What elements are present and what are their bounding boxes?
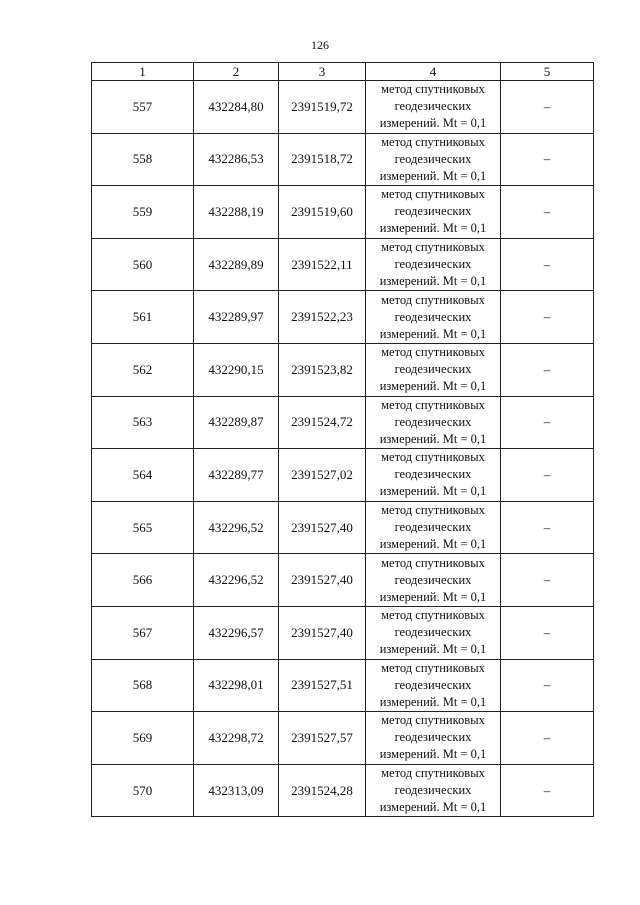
- method-cell: [366, 81, 501, 134]
- x-coordinate-cell: 432289,87: [194, 396, 279, 449]
- note-cell: –: [501, 764, 594, 817]
- column-header-5: 5: [501, 63, 594, 81]
- method-line-2: геодезических: [394, 572, 472, 587]
- method-line-1: метод спутниковых: [381, 187, 485, 202]
- method-line-3: измерений. Mt = 0,1: [379, 274, 487, 289]
- point-number-cell: 564: [92, 449, 194, 502]
- method-cell: [366, 712, 501, 765]
- table-row: [92, 186, 594, 239]
- y-coordinate-cell: 2391523,82: [279, 343, 366, 396]
- x-coordinate-cell: 432284,80: [194, 81, 279, 134]
- method-line-2: геодезических: [394, 783, 472, 798]
- method-line-2: геодезических: [394, 151, 472, 166]
- table-row: [92, 712, 594, 765]
- method-line-2: геодезических: [394, 625, 472, 640]
- method-cell: [366, 238, 501, 291]
- table-row: [92, 343, 594, 396]
- method-cell: [366, 501, 501, 554]
- coordinates-table: [91, 62, 594, 817]
- method-line-3: измерений. Mt = 0,1: [379, 642, 487, 657]
- point-number-cell: 566: [92, 554, 194, 607]
- method-line-3: измерений. Mt = 0,1: [379, 800, 487, 815]
- y-coordinate-cell: 2391527,57: [279, 712, 366, 765]
- note-cell: –: [501, 449, 594, 502]
- method-line-2: геодезических: [394, 257, 472, 272]
- header-row: [92, 63, 594, 81]
- method-line-1: метод спутниковых: [381, 503, 485, 518]
- method-line-3: измерений. Mt = 0,1: [379, 537, 487, 552]
- note-cell: –: [501, 554, 594, 607]
- method-line-3: измерений. Mt = 0,1: [379, 221, 487, 236]
- y-coordinate-cell: 2391524,72: [279, 396, 366, 449]
- method-line-3: измерений. Mt = 0,1: [379, 694, 487, 709]
- table-row: [92, 396, 594, 449]
- column-header-1: 1: [92, 63, 194, 81]
- note-cell: –: [501, 238, 594, 291]
- y-coordinate-cell: 2391518,72: [279, 133, 366, 186]
- note-cell: –: [501, 501, 594, 554]
- point-number-cell: 568: [92, 659, 194, 712]
- method-cell: [366, 396, 501, 449]
- method-line-3: измерений. Mt = 0,1: [379, 431, 487, 446]
- method-cell: [366, 291, 501, 344]
- method-line-1: метод спутниковых: [381, 608, 485, 623]
- page-number: 126: [311, 38, 329, 52]
- method-line-2: геодезических: [394, 362, 472, 377]
- y-coordinate-cell: 2391524,28: [279, 764, 366, 817]
- note-cell: –: [501, 396, 594, 449]
- table-row: [92, 501, 594, 554]
- table-row: [92, 554, 594, 607]
- y-coordinate-cell: 2391519,72: [279, 81, 366, 134]
- table-row: [92, 449, 594, 502]
- column-header-3: 3: [279, 63, 366, 81]
- x-coordinate-cell: 432298,72: [194, 712, 279, 765]
- note-cell: –: [501, 712, 594, 765]
- method-line-3: измерений. Mt = 0,1: [379, 326, 487, 341]
- method-cell: [366, 133, 501, 186]
- method-line-1: метод спутниковых: [381, 450, 485, 465]
- note-cell: –: [501, 659, 594, 712]
- point-number-cell: 558: [92, 133, 194, 186]
- method-line-1: метод спутниковых: [381, 292, 485, 307]
- method-line-2: геодезических: [394, 730, 472, 745]
- method-cell: [366, 449, 501, 502]
- y-coordinate-cell: 2391519,60: [279, 186, 366, 239]
- x-coordinate-cell: 432286,53: [194, 133, 279, 186]
- point-number-cell: 565: [92, 501, 194, 554]
- method-line-3: измерений. Mt = 0,1: [379, 484, 487, 499]
- method-cell: [366, 554, 501, 607]
- method-line-3: измерений. Mt = 0,1: [379, 379, 487, 394]
- table-row: [92, 291, 594, 344]
- method-cell: [366, 186, 501, 239]
- point-number-cell: 567: [92, 606, 194, 659]
- y-coordinate-cell: 2391522,23: [279, 291, 366, 344]
- method-line-3: измерений. Mt = 0,1: [379, 589, 487, 604]
- method-line-1: метод спутниковых: [381, 240, 485, 255]
- method-line-3: измерений. Mt = 0,1: [379, 168, 487, 183]
- note-cell: –: [501, 291, 594, 344]
- y-coordinate-cell: 2391527,51: [279, 659, 366, 712]
- method-line-3: измерений. Mt = 0,1: [379, 747, 487, 762]
- method-line-3: измерений. Mt = 0,1: [379, 116, 487, 131]
- y-coordinate-cell: 2391527,40: [279, 501, 366, 554]
- table-row: [92, 81, 594, 134]
- column-header-4: 4: [366, 63, 501, 81]
- x-coordinate-cell: 432296,52: [194, 554, 279, 607]
- x-coordinate-cell: 432298,01: [194, 659, 279, 712]
- method-line-1: метод спутниковых: [381, 713, 485, 728]
- method-cell: [366, 606, 501, 659]
- table-row: [92, 133, 594, 186]
- note-cell: –: [501, 81, 594, 134]
- x-coordinate-cell: 432289,97: [194, 291, 279, 344]
- method-line-1: метод спутниковых: [381, 82, 485, 97]
- method-line-2: геодезических: [394, 520, 472, 535]
- method-line-1: метод спутниковых: [381, 555, 485, 570]
- y-coordinate-cell: 2391527,40: [279, 606, 366, 659]
- x-coordinate-cell: 432296,52: [194, 501, 279, 554]
- point-number-cell: 562: [92, 343, 194, 396]
- note-cell: –: [501, 133, 594, 186]
- y-coordinate-cell: 2391527,40: [279, 554, 366, 607]
- point-number-cell: 569: [92, 712, 194, 765]
- method-cell: [366, 659, 501, 712]
- table-row: [92, 606, 594, 659]
- point-number-cell: 560: [92, 238, 194, 291]
- method-cell: [366, 343, 501, 396]
- method-line-2: геодезических: [394, 309, 472, 324]
- y-coordinate-cell: 2391522,11: [279, 238, 366, 291]
- point-number-cell: 559: [92, 186, 194, 239]
- point-number-cell: 570: [92, 764, 194, 817]
- method-line-1: метод спутниковых: [381, 345, 485, 360]
- method-line-2: геодезических: [394, 99, 472, 114]
- method-line-2: геодезических: [394, 414, 472, 429]
- method-line-1: метод спутниковых: [381, 397, 485, 412]
- method-cell: [366, 764, 501, 817]
- note-cell: –: [501, 343, 594, 396]
- column-header-2: 2: [194, 63, 279, 81]
- method-line-1: метод спутниковых: [381, 134, 485, 149]
- point-number-cell: 561: [92, 291, 194, 344]
- x-coordinate-cell: 432290,15: [194, 343, 279, 396]
- x-coordinate-cell: 432289,89: [194, 238, 279, 291]
- note-cell: –: [501, 606, 594, 659]
- x-coordinate-cell: 432296,57: [194, 606, 279, 659]
- method-line-1: метод спутниковых: [381, 766, 485, 781]
- method-line-2: геодезических: [394, 467, 472, 482]
- method-line-2: геодезических: [394, 204, 472, 219]
- table-body: [92, 81, 594, 817]
- point-number-cell: 557: [92, 81, 194, 134]
- x-coordinate-cell: 432313,09: [194, 764, 279, 817]
- x-coordinate-cell: 432289,77: [194, 449, 279, 502]
- point-number-cell: 563: [92, 396, 194, 449]
- y-coordinate-cell: 2391527,02: [279, 449, 366, 502]
- note-cell: –: [501, 186, 594, 239]
- table-row: [92, 659, 594, 712]
- method-line-1: метод спутниковых: [381, 660, 485, 675]
- table-row: [92, 764, 594, 817]
- x-coordinate-cell: 432288,19: [194, 186, 279, 239]
- method-line-2: геодезических: [394, 677, 472, 692]
- table-row: [92, 238, 594, 291]
